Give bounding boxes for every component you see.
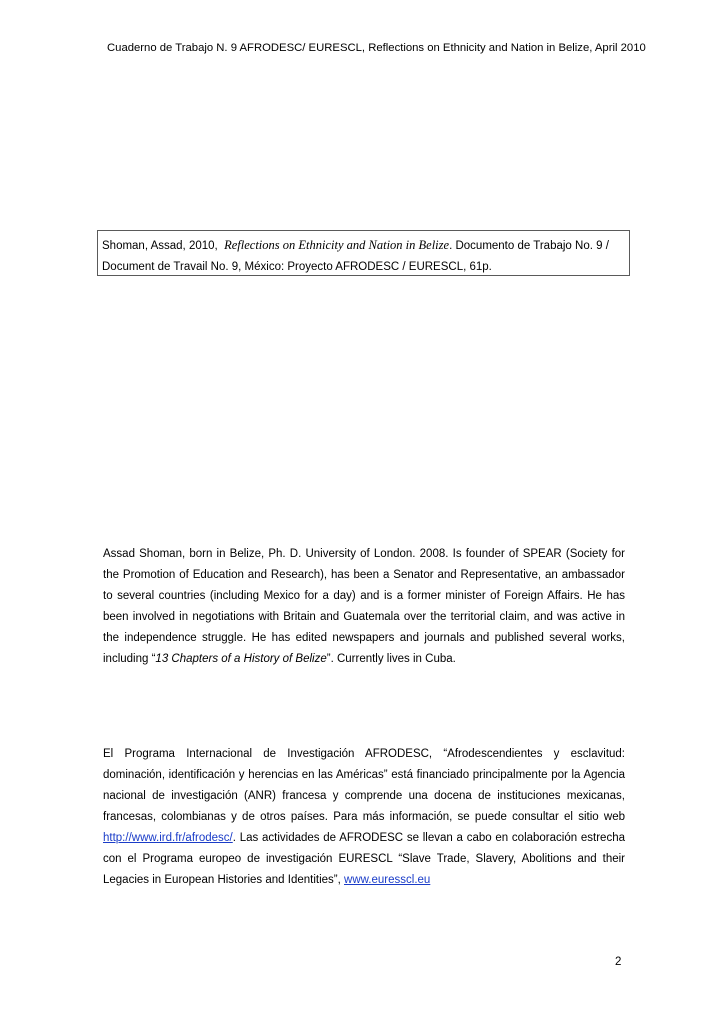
page-number: 2 xyxy=(615,956,622,968)
program-paragraph xyxy=(103,744,625,891)
bio-book-title: 13 Chapters of a History of Belize xyxy=(155,653,327,665)
citation-suffix: . Documento de Trabajo No. 9 / Document de Travail No. 9, México: Proyecto AFRODESC / EURESCL, 61p. xyxy=(102,240,609,273)
running-header: Cuaderno de Trabajo N. 9 AFRODESC/ EURESCL, Reflections on Ethnicity and Nation in Belize, April 2010 xyxy=(107,42,646,54)
bio-text-before: Assad Shoman, born in Belize, Ph. D. University of London. 2008. Is founder of SPEAR (Society for the Promotion of Education and Research), has been a Senator and Representative, an ambassador to several countries (including Mexico for a day) and is a former minister of Foreign Affairs. He has been involved in negotiations with Britain and Guatemala over the territorial claim, and was active in the independence struggle. He has edited newspapers and journals and published several works, including “ xyxy=(103,548,625,665)
afrodesc-link[interactable]: http://www.ird.fr/afrodesc/ xyxy=(103,832,233,844)
bio-text-after: ”. Currently lives in Cuba. xyxy=(326,653,456,665)
author-bio-paragraph xyxy=(103,544,625,670)
citation-box xyxy=(97,230,630,276)
euresscl-link[interactable]: www.euresscl.eu xyxy=(344,874,431,886)
citation-prefix: Shoman, Assad, 2010, xyxy=(102,240,218,252)
program-text-middle: . Las actividades de AFRODESC se llevan a cabo en colaboración estrecha con el Programa europeo de investigación EURESCL “Slave Trade, Slavery, Abolitions and their Legacies in European Histories and Identities”, xyxy=(103,832,625,886)
program-text-before: El Programa Internacional de Investigación AFRODESC, “Afrodescendientes y esclavitud: dominación, identificación y herencias en las Américas” está financiado principalmente por la Agencia nacional de investigación (ANR) francesa y comprende una docena de instituciones mexicanas, francesas, colombianas y de otros países. Para más información, se puede consultar el sitio web xyxy=(103,748,625,823)
citation-title: Reflections on Ethnicity and Nation in Belize xyxy=(224,238,450,252)
